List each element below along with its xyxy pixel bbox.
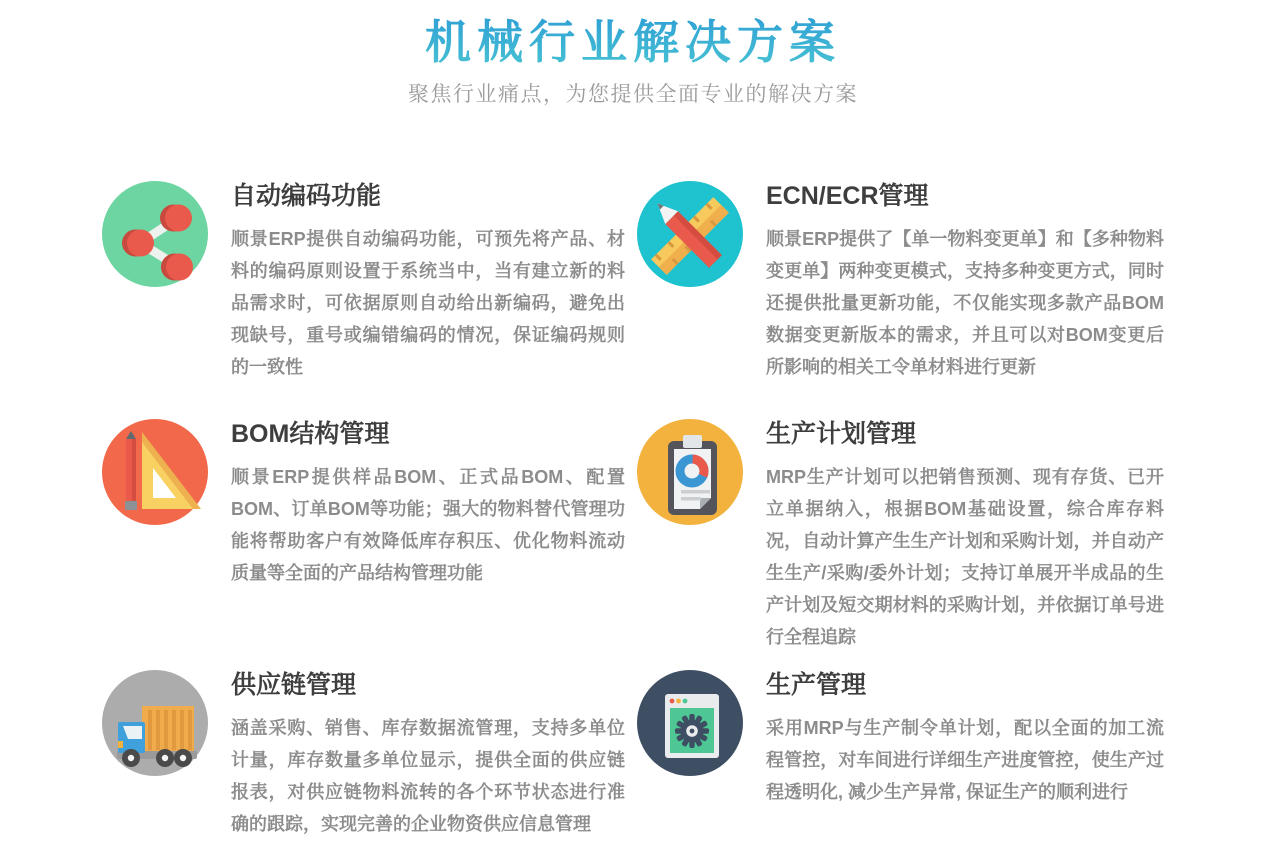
page-header xyxy=(0,0,1266,107)
feature-card-ecn-ecr xyxy=(637,181,1164,419)
feature-card-auto-coding xyxy=(102,181,625,419)
feature-title: 生产计划管理 xyxy=(766,419,917,448)
feature-title: 供应链管理 xyxy=(231,670,357,699)
feature-description: 顺景ERP提供了【单一物料变更单】和【多种物料变更单】两种变更模式，支持多种变更方式，同时还提供批量更新功能，不仅能实现多款产品BOM数据变更新版本的需求，并且可以对BOM变更后所影响的相关工令单材料进行更新 xyxy=(766,228,1164,377)
browser-gear-icon xyxy=(637,670,743,776)
feature-card-bom xyxy=(102,419,625,670)
feature-content xyxy=(231,419,625,589)
page-title: 机械行业解决方案 xyxy=(425,14,841,72)
feature-content xyxy=(766,670,1164,808)
features-grid xyxy=(102,181,1164,840)
feature-description: 采用MRP与生产制令单计划，配以全面的加工流程管控，对车间进行详细生产进度管控，使生产过程透明化, 减少生产异常, 保证生产的顺利进行 xyxy=(766,717,1164,802)
pencil-ruler-icon xyxy=(637,181,743,287)
feature-title: ECN/ECR管理 xyxy=(766,181,929,210)
feature-content xyxy=(766,181,1164,383)
feature-description: 顺景ERP提供自动编码功能，可预先将产品、材料的编码原则设置于系统当中，当有建立新的料品需求时，可依据原则自动给出新编码，避免出现缺号，重号或编错编码的情况，保证编码规则的一致性 xyxy=(231,228,625,377)
feature-card-production-plan xyxy=(637,419,1164,670)
page-subtitle: 聚焦行业痛点，为您提供全面专业的解决方案 xyxy=(408,82,858,106)
share-icon xyxy=(102,181,208,287)
feature-content xyxy=(231,670,625,840)
feature-description: 顺景ERP提供样品BOM、正式品BOM、配置BOM、订单BOM等功能；强大的物料替代管理功能将帮助客户有效降低库存积压、优化物料流动质量等全面的产品结构管理功能 xyxy=(231,466,625,583)
clipboard-chart-icon xyxy=(637,419,743,525)
feature-card-production-mgmt xyxy=(637,670,1164,840)
feature-description: MRP生产计划可以把销售预测、现有存货、已开立单据纳入，根据BOM基础设置，综合库存料况，自动计算产生生产计划和采购计划，并自动产生生产/采购/委外计划；支持订单展开半成品的生产计划及短交期材料的采购计划，并依据订单号进行全程追踪 xyxy=(766,466,1164,647)
feature-title: 生产管理 xyxy=(766,670,867,699)
feature-content xyxy=(766,419,1164,653)
set-square-pencil-icon xyxy=(102,419,208,525)
feature-content xyxy=(231,181,625,383)
feature-title: 自动编码功能 xyxy=(231,181,382,210)
feature-description: 涵盖采购、销售、库存数据流管理，支持多单位计量，库存数量多单位显示，提供全面的供应链报表，对供应链物料流转的各个环节状态进行准确的跟踪，实现完善的企业物资供应信息管理 xyxy=(231,717,625,834)
feature-card-supply-chain xyxy=(102,670,625,840)
feature-title: BOM结构管理 xyxy=(231,419,390,448)
truck-icon xyxy=(102,670,208,776)
